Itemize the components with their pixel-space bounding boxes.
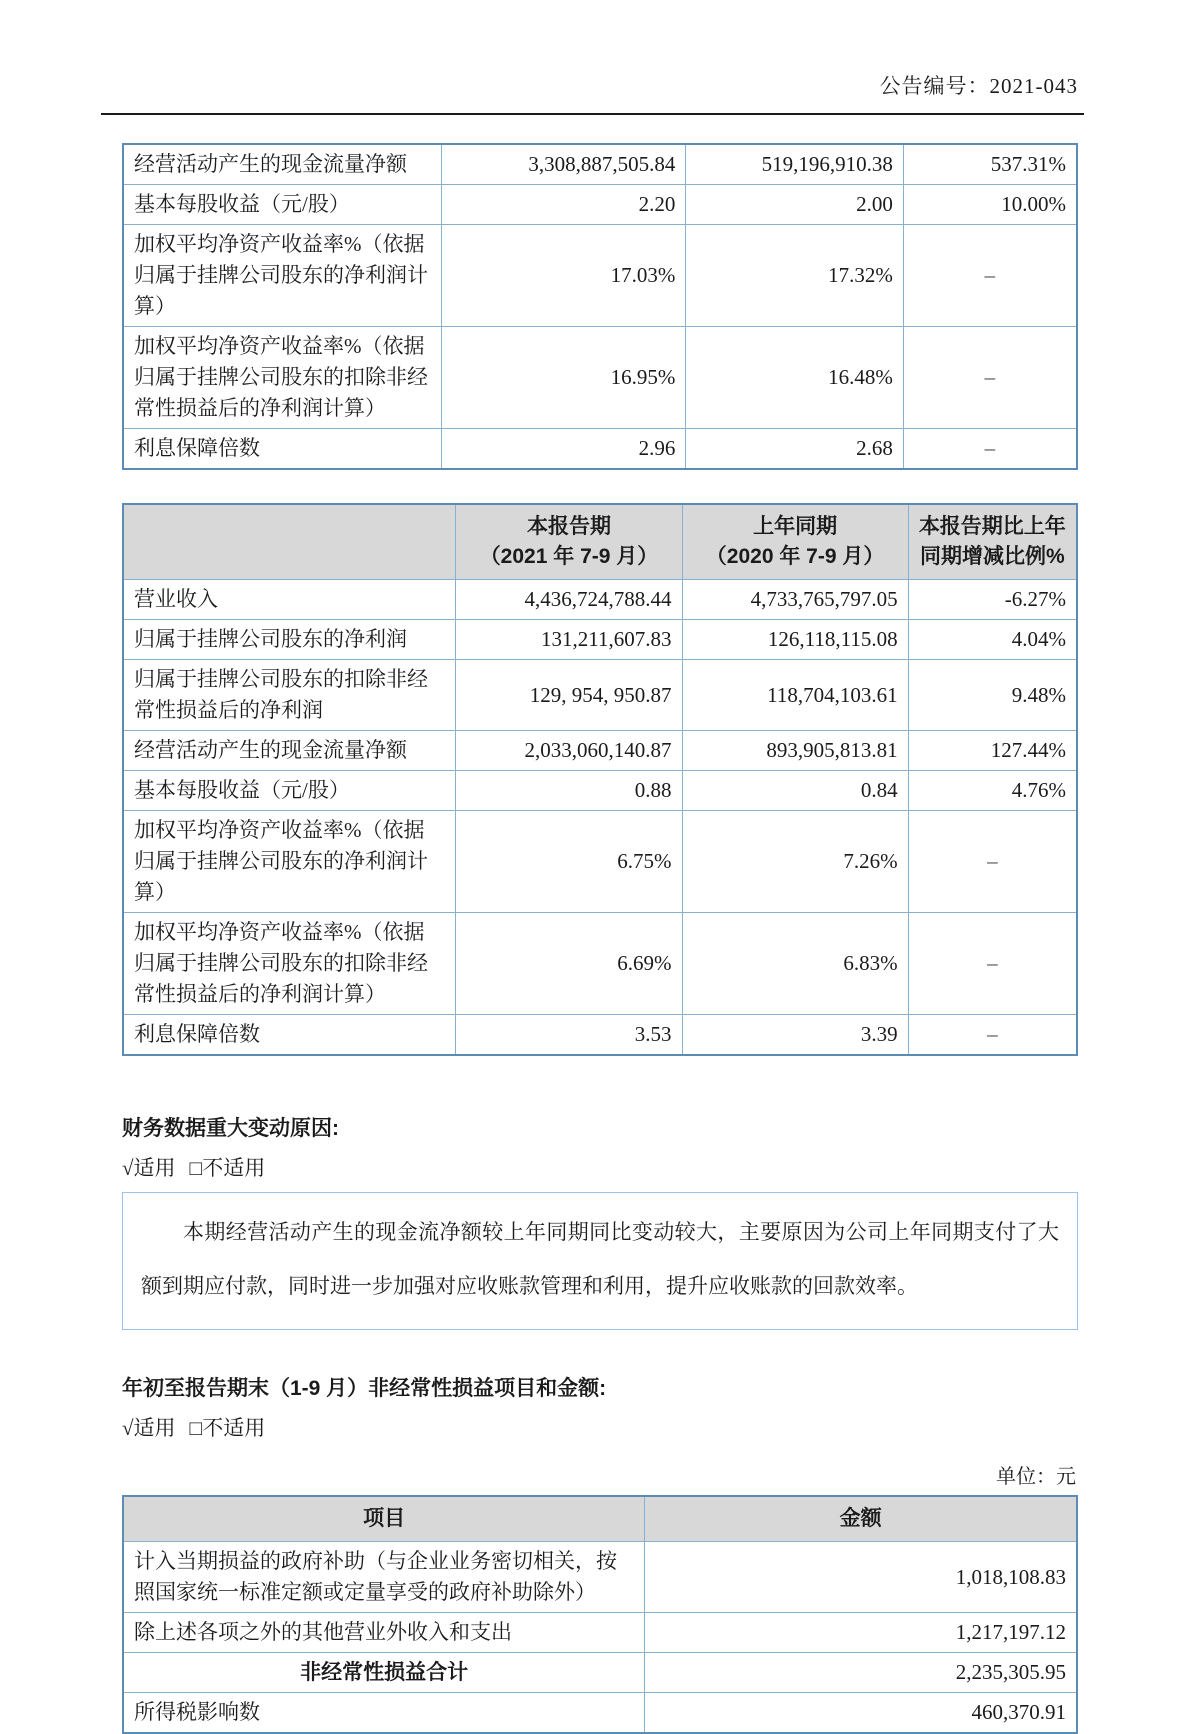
- current-period-value: 3,308,887,505.84: [442, 144, 686, 185]
- applicable-checked-option: √适用: [122, 1416, 176, 1440]
- document-page: [122, 0, 1078, 1734]
- metric-label: 经营活动产生的现金流量净额: [123, 731, 456, 771]
- table-row: [123, 913, 1077, 1015]
- table-row: [123, 327, 1077, 429]
- change-value: –: [903, 225, 1077, 327]
- metric-label: 营业收入: [123, 580, 456, 620]
- metric-label: 基本每股收益（元/股）: [123, 185, 442, 225]
- current-period-header: [456, 504, 682, 580]
- change-value: 4.76%: [908, 771, 1077, 811]
- prior-period-value: 519,196,910.38: [686, 144, 904, 185]
- change-value: –: [903, 429, 1077, 470]
- amount-column-header: 金额: [645, 1496, 1077, 1542]
- current-period-value: 6.75%: [456, 811, 682, 913]
- ytd-metrics-table: [122, 143, 1078, 470]
- prior-period-value: 7.26%: [682, 811, 908, 913]
- table-row: [123, 1613, 1077, 1653]
- prior-period-value: 118,704,103.61: [682, 660, 908, 731]
- header-line: （2021 年 7-9 月）: [479, 545, 659, 568]
- item-label: 计入当期损益的政府补助（与企业业务密切相关，按照国家统一标准定额或定量享受的政府补助除外）: [123, 1542, 645, 1613]
- current-period-value: 2.96: [442, 429, 686, 470]
- applicability-line: [122, 1412, 1078, 1442]
- table-row: [123, 1653, 1077, 1693]
- table-header-row: [123, 504, 1077, 580]
- not-applicable-option: □不适用: [189, 1416, 266, 1440]
- change-value: –: [908, 811, 1077, 913]
- table-row: [123, 185, 1077, 225]
- unit-label: 单位：元: [996, 1466, 1076, 1488]
- change-value: –: [903, 327, 1077, 429]
- table-row: [123, 429, 1077, 470]
- change-value: 10.00%: [903, 185, 1077, 225]
- table-row: [123, 731, 1077, 771]
- table-row: [123, 1693, 1077, 1734]
- metric-label: 利息保障倍数: [123, 1015, 456, 1056]
- item-column-header: 项目: [123, 1496, 645, 1542]
- prior-period-value: 17.32%: [686, 225, 904, 327]
- prior-period-value: 126,118,115.08: [682, 620, 908, 660]
- nonrecurring-items-table: [122, 1495, 1078, 1734]
- prior-period-value: 2.68: [686, 429, 904, 470]
- prior-period-header: [682, 504, 908, 580]
- current-period-value: 131,211,607.83: [456, 620, 682, 660]
- prior-period-value: 16.48%: [686, 327, 904, 429]
- empty-header-cell: [123, 504, 456, 580]
- prior-period-value: 3.39: [682, 1015, 908, 1056]
- table-row: [123, 660, 1077, 731]
- metric-label: 加权平均净资产收益率%（依据归属于挂牌公司股东的净利润计算）: [123, 811, 456, 913]
- table-row: [123, 225, 1077, 327]
- current-period-value: 0.88: [456, 771, 682, 811]
- applicability-line: [122, 1152, 1078, 1182]
- metric-label: 归属于挂牌公司股东的扣除非经常性损益后的净利润: [123, 660, 456, 731]
- prior-period-value: 6.83%: [682, 913, 908, 1015]
- header-line: （2020 年 7-9 月）: [705, 545, 885, 568]
- total-item-label: 非经常性损益合计: [123, 1653, 645, 1693]
- metric-label: 加权平均净资产收益率%（依据归属于挂牌公司股东的扣除非经常性损益后的净利润计算）: [123, 913, 456, 1015]
- current-period-value: 2.20: [442, 185, 686, 225]
- header-line: 上年同期: [753, 515, 838, 538]
- amount-value: 1,217,197.12: [645, 1613, 1077, 1653]
- section-title-nonrecurring-items: 年初至报告期末（1-9 月）非经常性损益项目和金额:: [122, 1377, 607, 1400]
- prior-period-value: 0.84: [682, 771, 908, 811]
- current-period-value: 129, 954, 950.87: [456, 660, 682, 731]
- current-period-value: 6.69%: [456, 913, 682, 1015]
- change-value: –: [908, 1015, 1077, 1056]
- prior-period-value: 893,905,813.81: [682, 731, 908, 771]
- change-value: -6.27%: [908, 580, 1077, 620]
- metric-label: 基本每股收益（元/股）: [123, 771, 456, 811]
- header-line: 本报告期: [526, 515, 611, 538]
- table-header-row: [123, 1496, 1077, 1542]
- table-row: [123, 771, 1077, 811]
- prior-period-value: 4,733,765,797.05: [682, 580, 908, 620]
- table-row: [123, 580, 1077, 620]
- item-label: 除上述各项之外的其他营业外收入和支出: [123, 1613, 645, 1653]
- current-period-value: 2,033,060,140.87: [456, 731, 682, 771]
- q3-metrics-table: [122, 503, 1078, 1056]
- current-period-value: 4,436,724,788.44: [456, 580, 682, 620]
- section-title-financial-change-reason: 财务数据重大变动原因:: [122, 1117, 339, 1140]
- current-period-value: 16.95%: [442, 327, 686, 429]
- table-row: [123, 620, 1077, 660]
- change-value: 127.44%: [908, 731, 1077, 771]
- change-value: 537.31%: [903, 144, 1077, 185]
- not-applicable-option: □不适用: [189, 1156, 266, 1180]
- current-period-value: 17.03%: [442, 225, 686, 327]
- item-label: 所得税影响数: [123, 1693, 645, 1734]
- header-divider-rule: [101, 113, 1084, 115]
- change-value: 4.04%: [908, 620, 1077, 660]
- metric-label: 经营活动产生的现金流量净额: [123, 144, 442, 185]
- announcement-number: 公告编号：2021-043: [879, 74, 1078, 98]
- table-row: [123, 811, 1077, 913]
- change-header: 本报告期比上年同期增减比例%: [908, 504, 1077, 580]
- change-value: –: [908, 913, 1077, 1015]
- reason-paragraph: 本期经营活动产生的现金流净额较上年同期同比变动较大，主要原因为公司上年同期支付了大额到期应付款，同时进一步加强对应收账款管理和利用，提升应收账款的回款效率。: [141, 1220, 1059, 1298]
- metric-label: 加权平均净资产收益率%（依据归属于挂牌公司股东的净利润计算）: [123, 225, 442, 327]
- applicable-checked-option: √适用: [122, 1156, 176, 1180]
- table-row: [123, 1542, 1077, 1613]
- amount-value: 1,018,108.83: [645, 1542, 1077, 1613]
- change-value: 9.48%: [908, 660, 1077, 731]
- metric-label: 加权平均净资产收益率%（依据归属于挂牌公司股东的扣除非经常性损益后的净利润计算）: [123, 327, 442, 429]
- metric-label: 归属于挂牌公司股东的净利润: [123, 620, 456, 660]
- prior-period-value: 2.00: [686, 185, 904, 225]
- current-period-value: 3.53: [456, 1015, 682, 1056]
- reason-text-box: [122, 1192, 1078, 1330]
- amount-value: 460,370.91: [645, 1693, 1077, 1734]
- table-row: [123, 144, 1077, 185]
- metric-label: 利息保障倍数: [123, 429, 442, 470]
- amount-value: 2,235,305.95: [645, 1653, 1077, 1693]
- table-row: [123, 1015, 1077, 1056]
